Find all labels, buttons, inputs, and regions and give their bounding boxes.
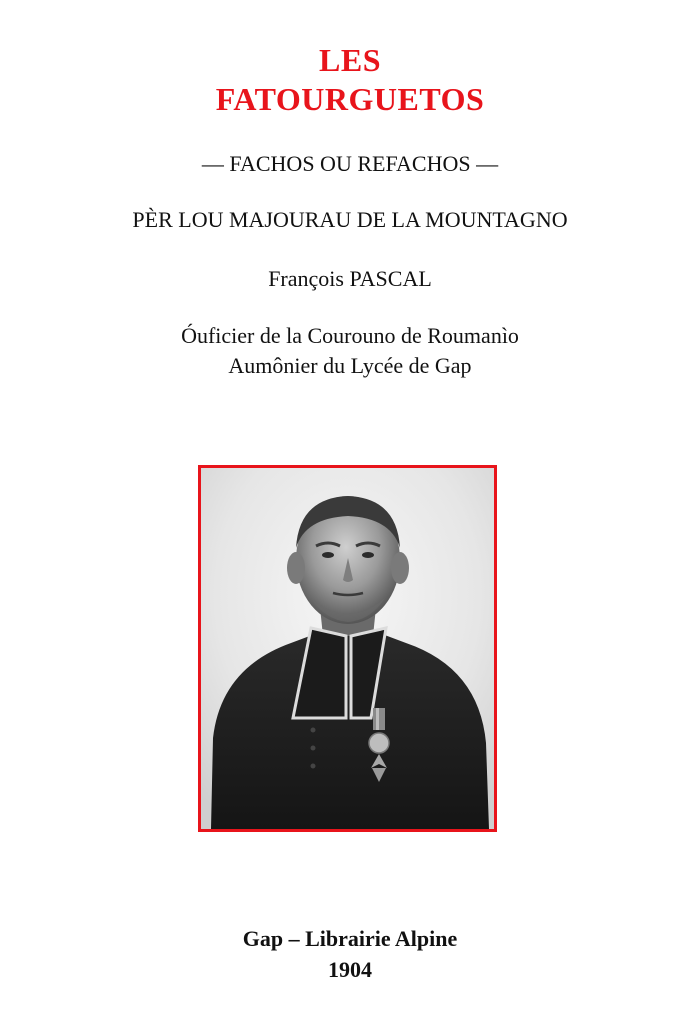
publication-year: 1904 [328,957,372,982]
subtitle: — FACHOS OU REFACHOS — [201,151,499,176]
portrait-illustration [201,468,494,829]
title-line-2: FATOURGUETOS [215,81,485,117]
title-line-1: LES [319,42,381,78]
author-title: PÈR LOU MAJOURAU DE LA MOUNTAGNO [132,207,568,232]
author-role-2: Aumônier du Lycée de Gap [228,353,472,378]
portrait-photo [198,465,497,832]
author-name: François PASCAL [268,266,432,291]
author-role-1: Óuficier de la Courouno de Roumanìo [181,323,519,348]
publisher: Gap – Librairie Alpine [242,926,458,951]
